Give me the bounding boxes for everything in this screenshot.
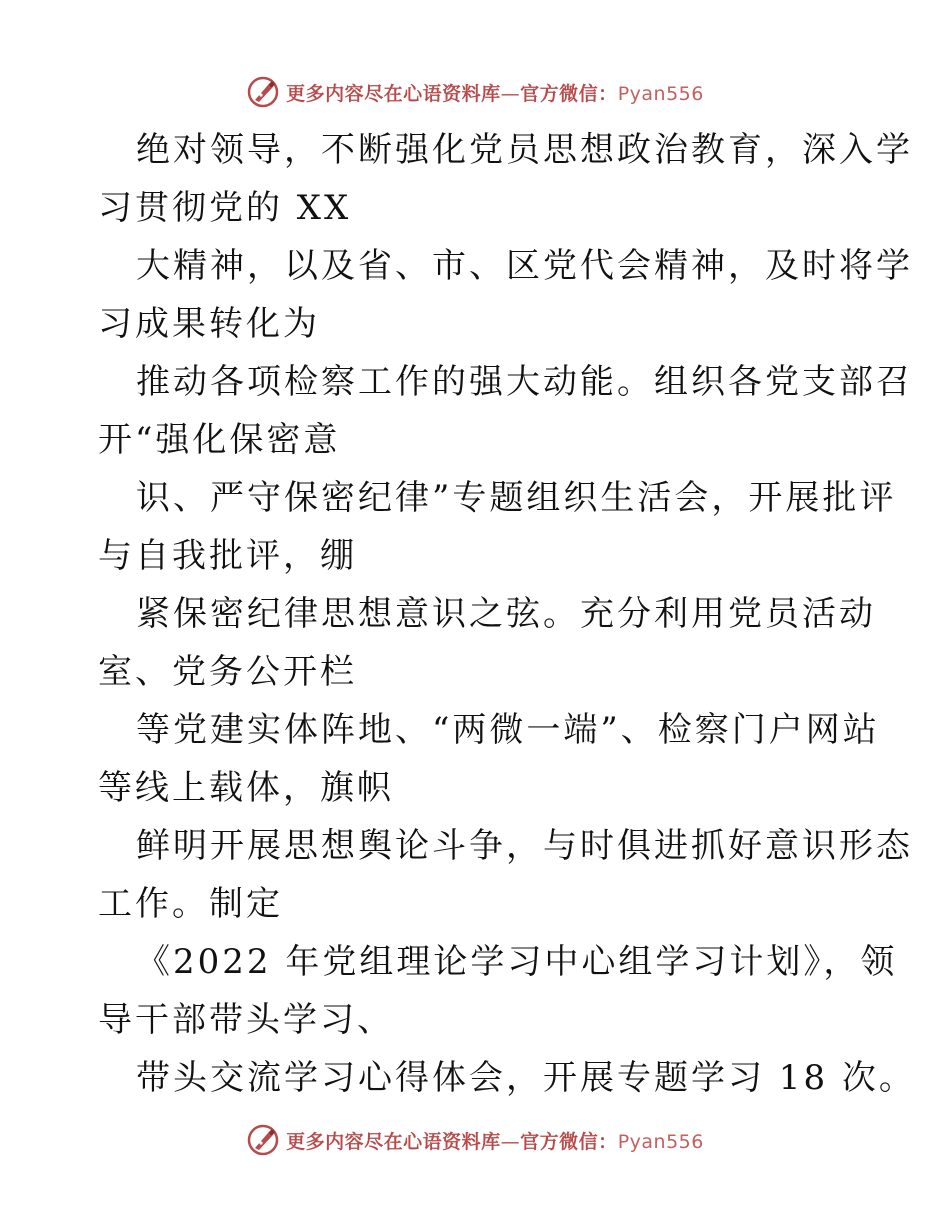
body-line: 绝对领导，不断强化党员思想政治教育，深入学 [136, 130, 913, 170]
footer-contact-label: 官方微信： [520, 1130, 618, 1153]
header-brand-text: 更多内容尽在心语资料库 [286, 82, 501, 105]
header-contact-id: Pyan556 [617, 82, 704, 105]
body-line: 导干部带头学习、 [98, 1000, 394, 1040]
body-line: 等党建实体阵地、“两微一端”、检察门户网站 [136, 710, 880, 750]
body-line: 室、党务公开栏 [98, 652, 357, 692]
header-watermark-banner [0, 72, 950, 112]
header-watermark-text [286, 79, 704, 106]
footer-watermark-banner [0, 1120, 950, 1160]
header-separator: — [500, 82, 521, 105]
body-line: 紧保密纪律思想意识之弦。充分利用党员活动 [136, 594, 876, 634]
fountain-pen-seal-icon [246, 75, 280, 109]
fountain-pen-seal-icon [246, 1123, 280, 1157]
body-line: 推动各项检察工作的强大动能。组织各党支部召 [136, 362, 913, 402]
body-line: 工作。制定 [98, 884, 283, 924]
body-line: 鲜明开展思想舆论斗争，与时俱进抓好意识形态 [136, 826, 913, 866]
body-line: 习贯彻党的 XX [98, 188, 352, 228]
body-line: 开“强化保密意 [98, 420, 341, 460]
body-line: 与自我批评，绷 [98, 536, 357, 576]
body-line: 习成果转化为 [98, 304, 320, 344]
body-line: 带头交流学习心得体会，开展专题学习 18 次。 [136, 1058, 916, 1098]
footer-contact-id: Pyan556 [617, 1130, 704, 1153]
body-line: 《2022 年党组理论学习中心组学习计划》，领 [136, 942, 898, 982]
footer-separator: — [500, 1130, 521, 1153]
document-body [98, 121, 916, 1107]
footer-brand-text: 更多内容尽在心语资料库 [286, 1130, 501, 1153]
body-line: 识、严守保密纪律”专题组织生活会，开展批评 [136, 478, 897, 518]
body-line: 大精神，以及省、市、区党代会精神，及时将学 [136, 246, 913, 286]
header-contact-label: 官方微信： [520, 82, 618, 105]
footer-watermark-text [286, 1127, 704, 1154]
body-line: 等线上载体，旗帜 [98, 768, 394, 808]
